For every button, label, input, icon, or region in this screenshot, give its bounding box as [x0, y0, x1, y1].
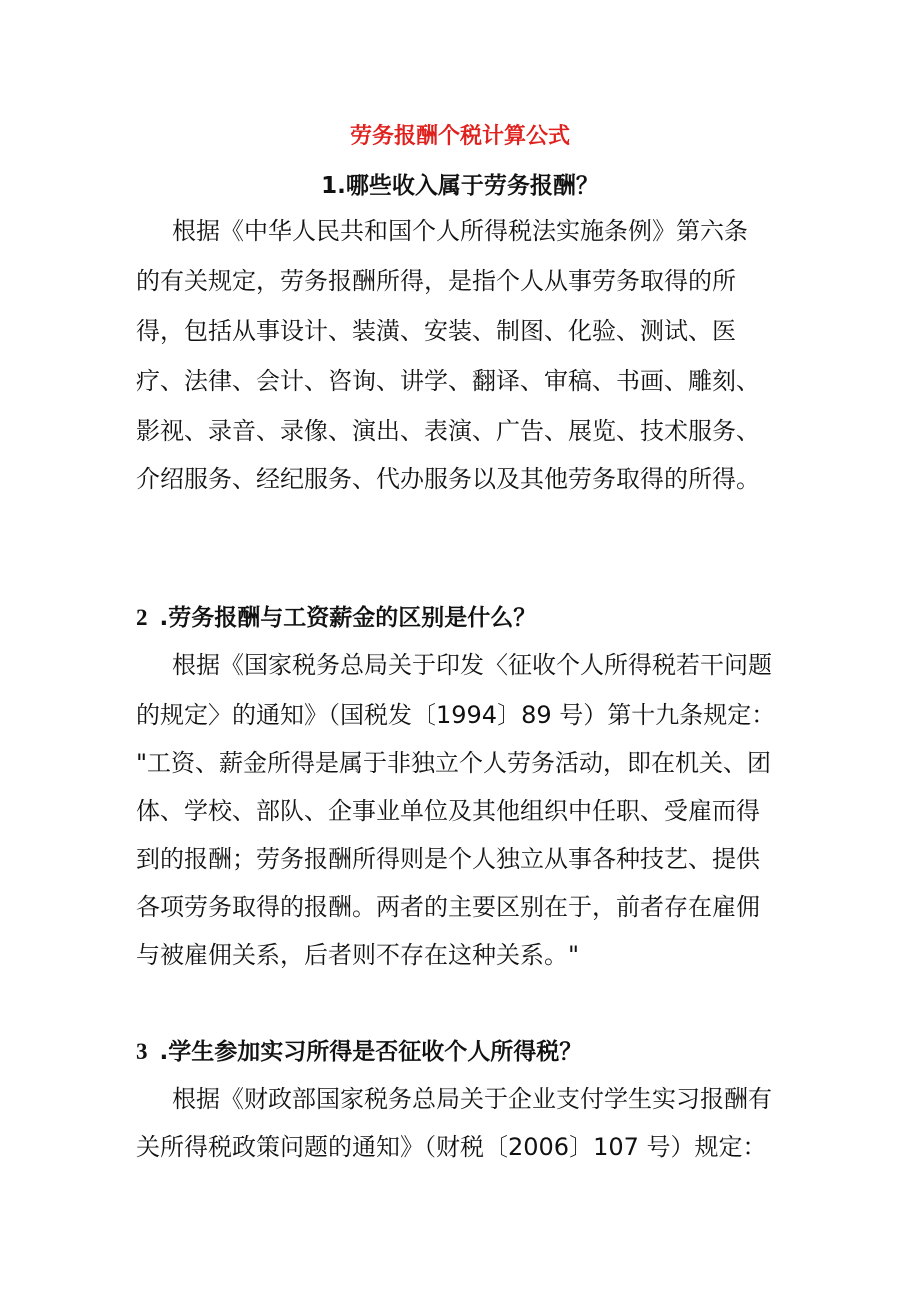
- section-2-line: 到的报酬；劳务报酬所得则是个人独立从事各种技艺、提供: [136, 845, 760, 873]
- section-3-line: 根据《财政部国家税务总局关于企业支付学生实习报酬有: [172, 1085, 772, 1113]
- section-3-heading-text: .学生参加实习所得是否征收个人所得税？: [159, 1039, 583, 1065]
- section-2-heading-text: .劳务报酬与工资薪金的区别是什么？: [159, 605, 537, 631]
- section-3-heading: [136, 1034, 836, 1070]
- section-2-line: 各项劳务取得的报酬。两者的主要区别在于，前者存在雇佣: [136, 893, 760, 921]
- section-2-heading: [136, 600, 836, 636]
- section-1-line: 得，包括从事设计、装潢、安装、制图、化验、测试、医: [136, 317, 736, 345]
- section-1-line: 影视、录音、录像、演出、表演、广告、展览、技术服务、: [136, 417, 760, 445]
- section-2-line: 体、学校、部队、企事业单位及其他组织中任职、受雇而得: [136, 797, 760, 825]
- section-3-number: 3: [136, 1039, 148, 1064]
- section-2-line: 的规定〉的通知》（国税发〔1994〕89 号）第十九条规定：: [136, 701, 776, 729]
- section-1-heading: 1.哪些收入属于劳务报酬？: [321, 173, 599, 199]
- section-1-line: 的有关规定，劳务报酬所得，是指个人从事劳务取得的所: [136, 267, 736, 295]
- section-1-line: 根据《中华人民共和国个人所得税法实施条例》第六条: [172, 217, 748, 245]
- section-2-line: 与被雇佣关系，后者则不存在这种关系。": [136, 941, 580, 969]
- section-3-line: 关所得税政策问题的通知》（财税〔2006〕107 号）规定：: [136, 1133, 767, 1161]
- section-2-line: "工资、薪金所得是属于非独立个人劳务活动，即在机关、团: [136, 749, 772, 777]
- section-2-line: 根据《国家税务总局关于印发〈征收个人所得税若干问题: [172, 651, 772, 679]
- section-1-line: 介绍服务、经纪服务、代办服务以及其他劳务取得的所得。: [136, 465, 760, 493]
- document-title: 劳务报酬个税计算公式: [349, 124, 570, 149]
- section-1-line: 疗、法律、会计、咨询、讲学、翻译、审稿、书画、雕刻、: [136, 367, 760, 395]
- section-2-number: 2: [136, 605, 148, 630]
